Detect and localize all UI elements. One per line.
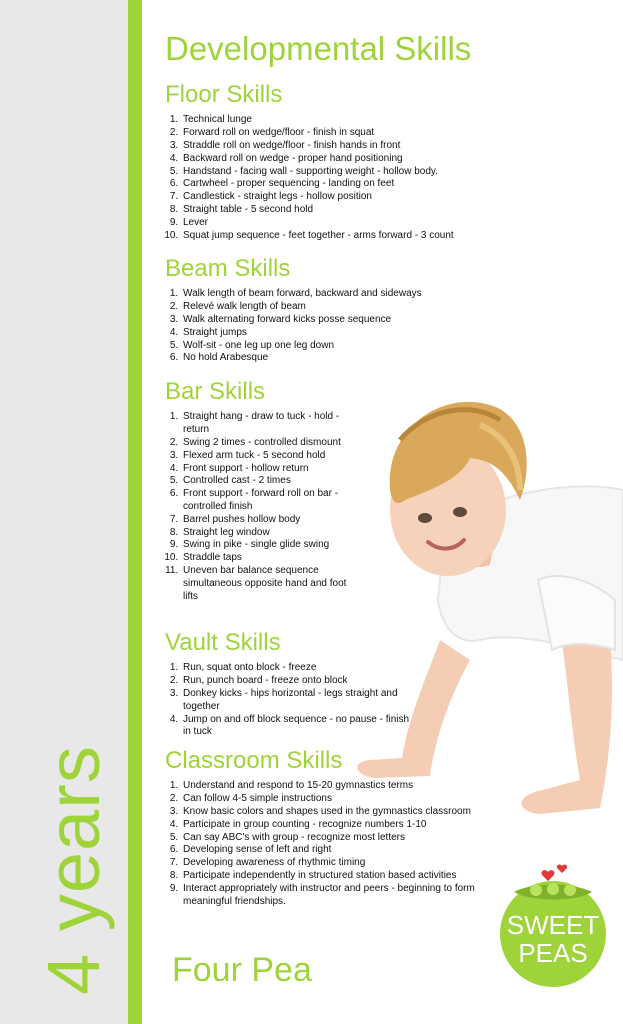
floor-skills-heading: Floor Skills — [165, 81, 283, 108]
list-item: 4. Backward roll on wedge - proper hand positioning — [181, 153, 454, 166]
bar-skills-list — [165, 411, 355, 603]
bar-skills-heading: Bar Skills — [165, 378, 266, 405]
list-item: 10. Squat jump sequence - feet together - arms forward - 3 count — [181, 230, 454, 243]
sweet-peas-logo — [492, 862, 614, 988]
list-item: 3. Flexed arm tuck - 5 second hold — [181, 450, 355, 463]
list-item: 7. Candlestick - straight legs - hollow position — [181, 191, 454, 204]
vault-skills-heading: Vault Skills — [165, 629, 281, 656]
list-item: 9. Swing in pike - single glide swing — [181, 539, 355, 552]
beam-skills-list — [165, 288, 422, 365]
list-item: 6. No hold Arabesque — [181, 352, 422, 365]
list-item: 5. Can say ABC's with group - recognize most letters — [181, 832, 500, 845]
footer-title: Four Pea — [172, 951, 312, 989]
list-item: 6. Cartwheel - proper sequencing - landing on feet — [181, 178, 454, 191]
beam-skills-heading: Beam Skills — [165, 255, 291, 282]
bar-skills-section — [165, 379, 355, 603]
list-item: 5. Controlled cast - 2 times — [181, 475, 355, 488]
sidebar-accent-stripe — [128, 0, 142, 1024]
list-item: 6. Front support - forward roll on bar - controlled finish — [181, 488, 355, 514]
list-item: 1. Straight hang - draw to tuck - hold - return — [181, 411, 355, 437]
list-item: 3. Straddle roll on wedge/floor - finish hands in front — [181, 140, 454, 153]
list-item: 3. Walk alternating forward kicks posse sequence — [181, 314, 422, 327]
floor-skills-list — [165, 114, 454, 242]
vault-skills-section — [165, 630, 410, 739]
list-item: 10. Straddle taps — [181, 552, 355, 565]
logo-text-line2: PEAS — [518, 938, 588, 968]
list-item: 3. Donkey kicks - hips horizontal - legs straight and together — [181, 688, 410, 714]
list-item: 8. Participate independently in structured station based activities — [181, 870, 500, 883]
floor-skills-section — [165, 82, 454, 242]
list-item: 8. Straight table - 5 second hold — [181, 204, 454, 217]
list-item: 2. Swing 2 times - controlled dismount — [181, 437, 355, 450]
list-item: 4. Participate in group counting - recognize numbers 1-10 — [181, 819, 500, 832]
list-item: 7. Barrel pushes hollow body — [181, 514, 355, 527]
list-item: 1. Technical lunge — [181, 114, 454, 127]
list-item: 5. Handstand - facing wall - supporting weight - hollow body. — [181, 166, 454, 179]
list-item: 2. Run, punch board - freeze onto block — [181, 675, 410, 688]
list-item: 9. Lever — [181, 217, 454, 230]
logo-text-line1: SWEET — [506, 910, 600, 940]
list-item: 11. Uneven bar balance sequence simultaneous opposite hand and foot lifts — [181, 565, 355, 603]
vault-skills-list — [165, 662, 410, 739]
list-item: 2. Relevé walk length of beam — [181, 301, 422, 314]
list-item: 1. Walk length of beam forward, backward and sideways — [181, 288, 422, 301]
classroom-skills-section — [165, 748, 500, 908]
list-item: 2. Forward roll on wedge/floor - finish in squat — [181, 127, 454, 140]
list-item: 5. Wolf-sit - one leg up one leg down — [181, 340, 422, 353]
list-item: 4. Straight jumps — [181, 327, 422, 340]
list-item: 4. Jump on and off block sequence - no pause - finish in tuck — [181, 714, 410, 740]
beam-skills-section — [165, 256, 422, 365]
list-item: 2. Can follow 4-5 simple instructions — [181, 793, 500, 806]
list-item: 9. Interact appropriately with instructor and peers - beginning to form meaningful friendships. — [181, 883, 500, 909]
classroom-skills-heading: Classroom Skills — [165, 747, 343, 774]
classroom-skills-list — [165, 780, 500, 908]
list-item: 6. Developing sense of left and right — [181, 844, 500, 857]
list-item: 1. Run, squat onto block - freeze — [181, 662, 410, 675]
list-item: 8. Straight leg window — [181, 527, 355, 540]
page-title: Developmental Skills — [165, 30, 472, 67]
list-item: 7. Developing awareness of rhythmic timing — [181, 857, 500, 870]
list-item: 1. Understand and respond to 15-20 gymnastics terms — [181, 780, 500, 793]
list-item: 3. Know basic colors and shapes used in the gymnastics classroom — [181, 806, 500, 819]
list-item: 4. Front support - hollow return — [181, 463, 355, 476]
age-label: 4 years — [32, 745, 115, 995]
